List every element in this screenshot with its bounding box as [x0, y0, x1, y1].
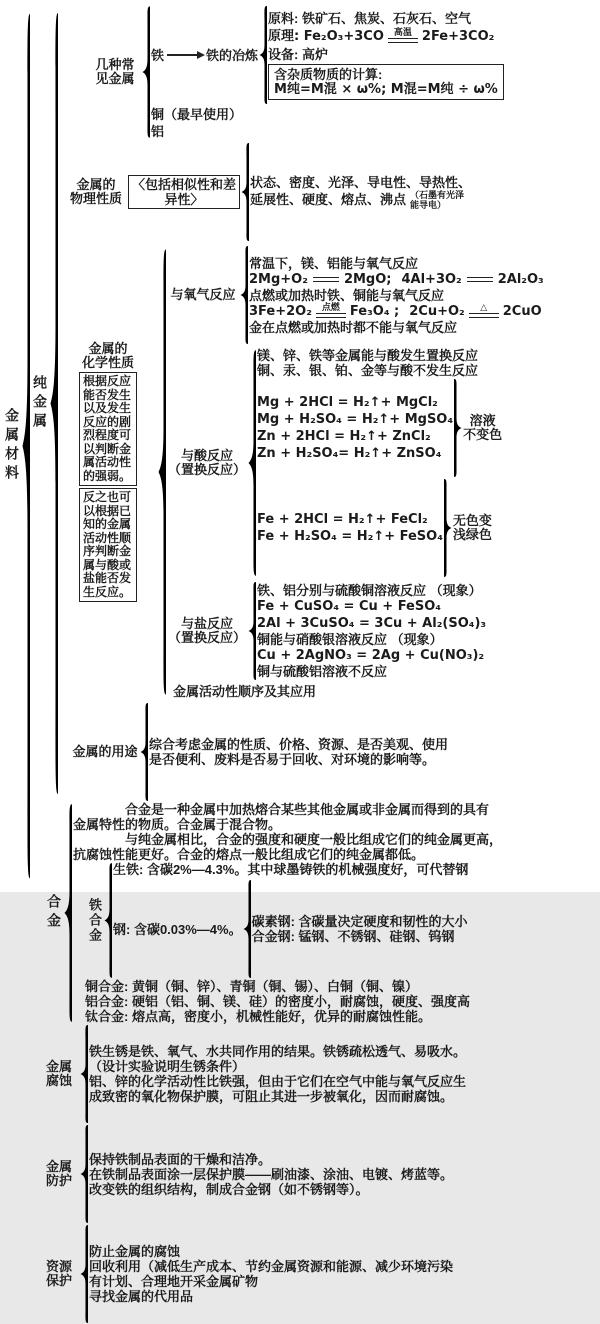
section-corrosion: [31, 1024, 597, 1124]
brace: [79, 1124, 89, 1224]
corrosion-line: （设计实验说明生锈条件）: [89, 1059, 246, 1074]
chemical-properties-labels: [59, 342, 157, 602]
brace: [247, 581, 257, 681]
corrosion-line: 铝、锌的化学活动性比铁强，但由于它们在空气中能与氧气反应生: [89, 1074, 467, 1089]
impurity-formula: M纯=M混 × ω%; M混=M纯 ÷ ω%: [274, 81, 498, 97]
acid-equation-group-2: [257, 478, 502, 578]
acid-line2: 铜、汞、银、铂、金等与酸不发生反应: [257, 363, 479, 378]
acid-equation: Fe + H₂SO₄ = H₂↑+ FeSO₄: [257, 529, 443, 544]
ignite-condition: 点燃: [316, 304, 346, 318]
protection-line: 改变铁的组织结构，制成合金钢（如不锈钢等）。: [89, 1181, 369, 1197]
physical-properties-line1: 状态、密度、光泽、导电性、导热性、: [250, 174, 472, 190]
alloy-intro-line: 抗腐蚀性能更好。合金的熔点一般比组成它们的纯金属都低。: [73, 847, 425, 862]
smelting-details: [268, 11, 504, 100]
chemical-properties-label: 金属的 化学性质: [81, 341, 134, 370]
resource-line: 有计划、合理地开采金属矿物: [89, 1274, 259, 1289]
alloy-intro-line: 与纯金属相比，合金的强度和硬度一般比组成它们的纯金属更高，: [125, 832, 503, 847]
alloy-label: 合金: [46, 894, 62, 932]
protection-line: 在铁制品表面涂一层保护膜——刷油漆、涂油、电镀、烤蓝等。: [89, 1166, 454, 1182]
acid-equation: Fe + 2HCl = H₂↑+ FeCl₂: [257, 512, 428, 527]
closing-brace: [453, 378, 463, 478]
section-pure-metals: [31, 5, 597, 802]
double-line: [313, 277, 339, 282]
brace: [79, 1024, 89, 1124]
iron-smelting-label: 铁的冶炼: [206, 47, 259, 63]
pure-metals-label: 纯金属: [32, 375, 48, 432]
closing-brace: [443, 478, 453, 578]
protection-label: 金属 防护: [45, 1159, 72, 1188]
double-line: [467, 277, 493, 282]
oxygen-reaction-label: 与氧气反应: [170, 287, 236, 302]
salt-equation: Cu + 2AgNO₃ = 2Ag + Cu(NO₃)₂: [257, 648, 485, 663]
corrosion-line: 成致密的氧化物保护膜，可阻止其进一步被氧化，因而耐腐蚀。: [89, 1089, 454, 1104]
solution-color-note: 溶液 不变色: [463, 413, 503, 442]
root-label: 金属材料: [4, 408, 20, 484]
brace: [21, 5, 31, 887]
steel-branch: [113, 879, 468, 979]
carbon-steel-line: 碳素钢: 含碳量决定硬度和韧性的大小: [251, 914, 468, 929]
corrosion-line: 铁生锈是铁、氧气、水共同作用的结果。铁锈疏松透气、易吸水。: [89, 1044, 467, 1059]
titanium-alloy-line: 钛合金: 熔点高，密度小，机械性能好，优异的耐腐蚀性能。: [85, 1009, 431, 1024]
brace: [103, 862, 113, 979]
activity-judgement-note-1: 根据反应能否发生以及发生反应的剧烈程度可以判断金属活动性的强弱。: [79, 372, 137, 486]
alloy-steel-line: 合金钢: 锰钢、不锈钢、硅钢、钨钢: [251, 929, 455, 944]
steel-label: 钢: 含碳0.03%—4%。: [113, 921, 242, 937]
resource-line: 回收利用（减低生产成本、节约金属资源和能源、减少环境污染: [89, 1259, 454, 1274]
resource-label: 资源 保护: [45, 1259, 72, 1288]
smelting-equation: 原理: Fe₂O₃+3CO 高温 2Fe+3CO₂: [268, 28, 495, 44]
acid-equation-group-1: [257, 378, 502, 478]
acid-line1: 镁、锌、铁等金属能与酸发生置换反应: [257, 348, 479, 363]
salt-equation: 2Al + 3CuSO₄ = 3Cu + Al₂(SO₄)₃: [257, 616, 487, 631]
oxygen-line2: 点燃或加热时铁、铜能与氧气反应: [249, 287, 445, 303]
salt-equation: Fe + CuSO₄ = Cu + FeSO₄: [257, 599, 441, 614]
impurity-title: 含杂质物质的计算:: [274, 66, 383, 82]
corrosion-label: 金属 腐蚀: [45, 1059, 72, 1088]
iron-alloy-label: 铁合金: [87, 898, 102, 943]
branch-oxygen-reaction: [167, 245, 597, 345]
brace: [240, 142, 250, 242]
section-chemical-properties: [59, 245, 597, 699]
brace: [63, 802, 73, 1024]
alloy-intro-line: 合金是一种金属中加热熔合某些其他金属或非金属而得到的具有: [125, 802, 490, 817]
salt-line: 铜能与硝酸银溶液反应 （现象）: [257, 632, 443, 647]
brace: [242, 879, 252, 979]
physical-properties-line2: 延展性、硬度、熔点、沸点: [250, 192, 407, 207]
salt-line: 铁、铝分别与硫酸铜溶液反应 （现象）: [257, 583, 482, 598]
uses-line2: 是否便利、废料是否易于回收、对环境的影响等。: [149, 752, 436, 767]
smelting-raw-materials: 原料: 铁矿石、焦炭、石灰石、空气: [268, 10, 471, 26]
double-line: [388, 38, 418, 43]
acid-equation: Zn + H₂SO₄= H₂↑+ ZnSO₄: [257, 446, 442, 461]
branch-salt-reaction: [167, 581, 597, 681]
salt-reaction-label: 与盐反应 （置换反应）: [167, 616, 246, 645]
copper-label: 铜（最早使用）: [151, 107, 243, 122]
section-common-metals: [59, 5, 597, 139]
physical-properties-label: 金属的 物理性质: [69, 177, 122, 206]
activity-series-label: 金属活动性顺序及其应用: [173, 684, 317, 699]
double-line: [316, 313, 346, 318]
brace: [239, 245, 249, 345]
branch-iron-alloy: [85, 862, 597, 979]
similarity-difference-box: 〈包括相似性和差异性〉: [128, 175, 240, 209]
smelting-equipment: 设备: 高炉: [268, 46, 328, 62]
copper-alloy-line: 铜合金: 黄铜（铜、锌）、青铜（铜、锡）、白铜（铜、镍）: [85, 979, 418, 994]
iron-label: 铁: [151, 47, 165, 63]
brace: [49, 5, 59, 802]
uses-line1: 综合考虑金属的性质、价格、资源、是否美观、使用: [149, 737, 449, 752]
acid-equation: Mg + 2HCl = H₂↑+ MgCl₂: [257, 395, 438, 410]
double-line: [469, 313, 499, 318]
impurity-calculation-box: [268, 64, 504, 100]
oxygen-equation-2: 3Fe+2O₂ 点燃 Fe₃O₄ ; 2Cu+O₂ △ 2CuO: [249, 303, 542, 319]
aluminum-label: 铝: [151, 124, 165, 139]
resource-line: 寻找金属的代用品: [89, 1289, 194, 1304]
reaction-condition: 高温: [388, 29, 418, 43]
iron-smelting-branch: [151, 5, 504, 105]
section-metal-uses: [59, 702, 597, 802]
oxygen-line1: 常温下，镁、铝能与氧气反应: [249, 255, 419, 271]
brace: [141, 5, 151, 139]
root-children: [31, 5, 597, 1304]
protection-line: 保持铁制品表面的干燥和洁净。: [89, 1151, 272, 1167]
brace: [157, 245, 167, 699]
brace: [258, 5, 268, 105]
section-resource: [31, 1224, 597, 1324]
brace: [79, 1224, 89, 1324]
oxygen-equation-1: 2Mg+O₂ 2MgO; 4Al+3O₂ 2Al₂O₃: [249, 271, 544, 287]
aluminum-alloy-line: 铝合金: 硬铝（铝、铜、镁、硅）的密度小，耐腐蚀，硬度、强度高: [85, 994, 470, 1009]
graphite-note: （石墨有光泽能导电）: [410, 189, 465, 210]
section-alloy: [31, 802, 597, 1024]
resource-line: 防止金属的腐蚀: [89, 1244, 181, 1259]
brace: [247, 348, 257, 578]
section-protection: [31, 1124, 597, 1224]
arrow-icon: [167, 54, 203, 56]
branch-acid-reaction: [167, 348, 597, 578]
section-physical-properties: [59, 142, 597, 242]
common-metals-label: 几种常 见金属: [95, 57, 135, 86]
acid-equation: Zn + 2HCl = H₂↑+ ZnCl₂: [257, 429, 431, 444]
heat-condition: △: [469, 304, 499, 318]
oxygen-line3: 金在点燃或加热时都不能与氧气反应: [249, 319, 458, 335]
brace: [139, 702, 149, 802]
acid-reaction-label: 与酸反应 （置换反应）: [167, 448, 246, 477]
pig-iron-line: 生铁: 含碳2%—4.3%。其中球墨铸铁的机械强度好，可代替钢: [113, 862, 469, 877]
color-change-note: 无色变 浅绿色: [452, 513, 492, 542]
metal-uses-label: 金属的用途: [72, 744, 138, 759]
acid-equation: Mg + H₂SO₄ = H₂↑+ MgSO₄: [257, 412, 454, 427]
alloy-intro-line: 金属特性的物质。合金属于混合物。: [73, 817, 282, 832]
salt-line: 铜与硫酸铝溶液不反应: [257, 664, 388, 679]
activity-judgement-note-2: 反之也可以根据已知的金属活动性顺序判断金属与酸或盐能否发生反应。: [79, 488, 137, 602]
